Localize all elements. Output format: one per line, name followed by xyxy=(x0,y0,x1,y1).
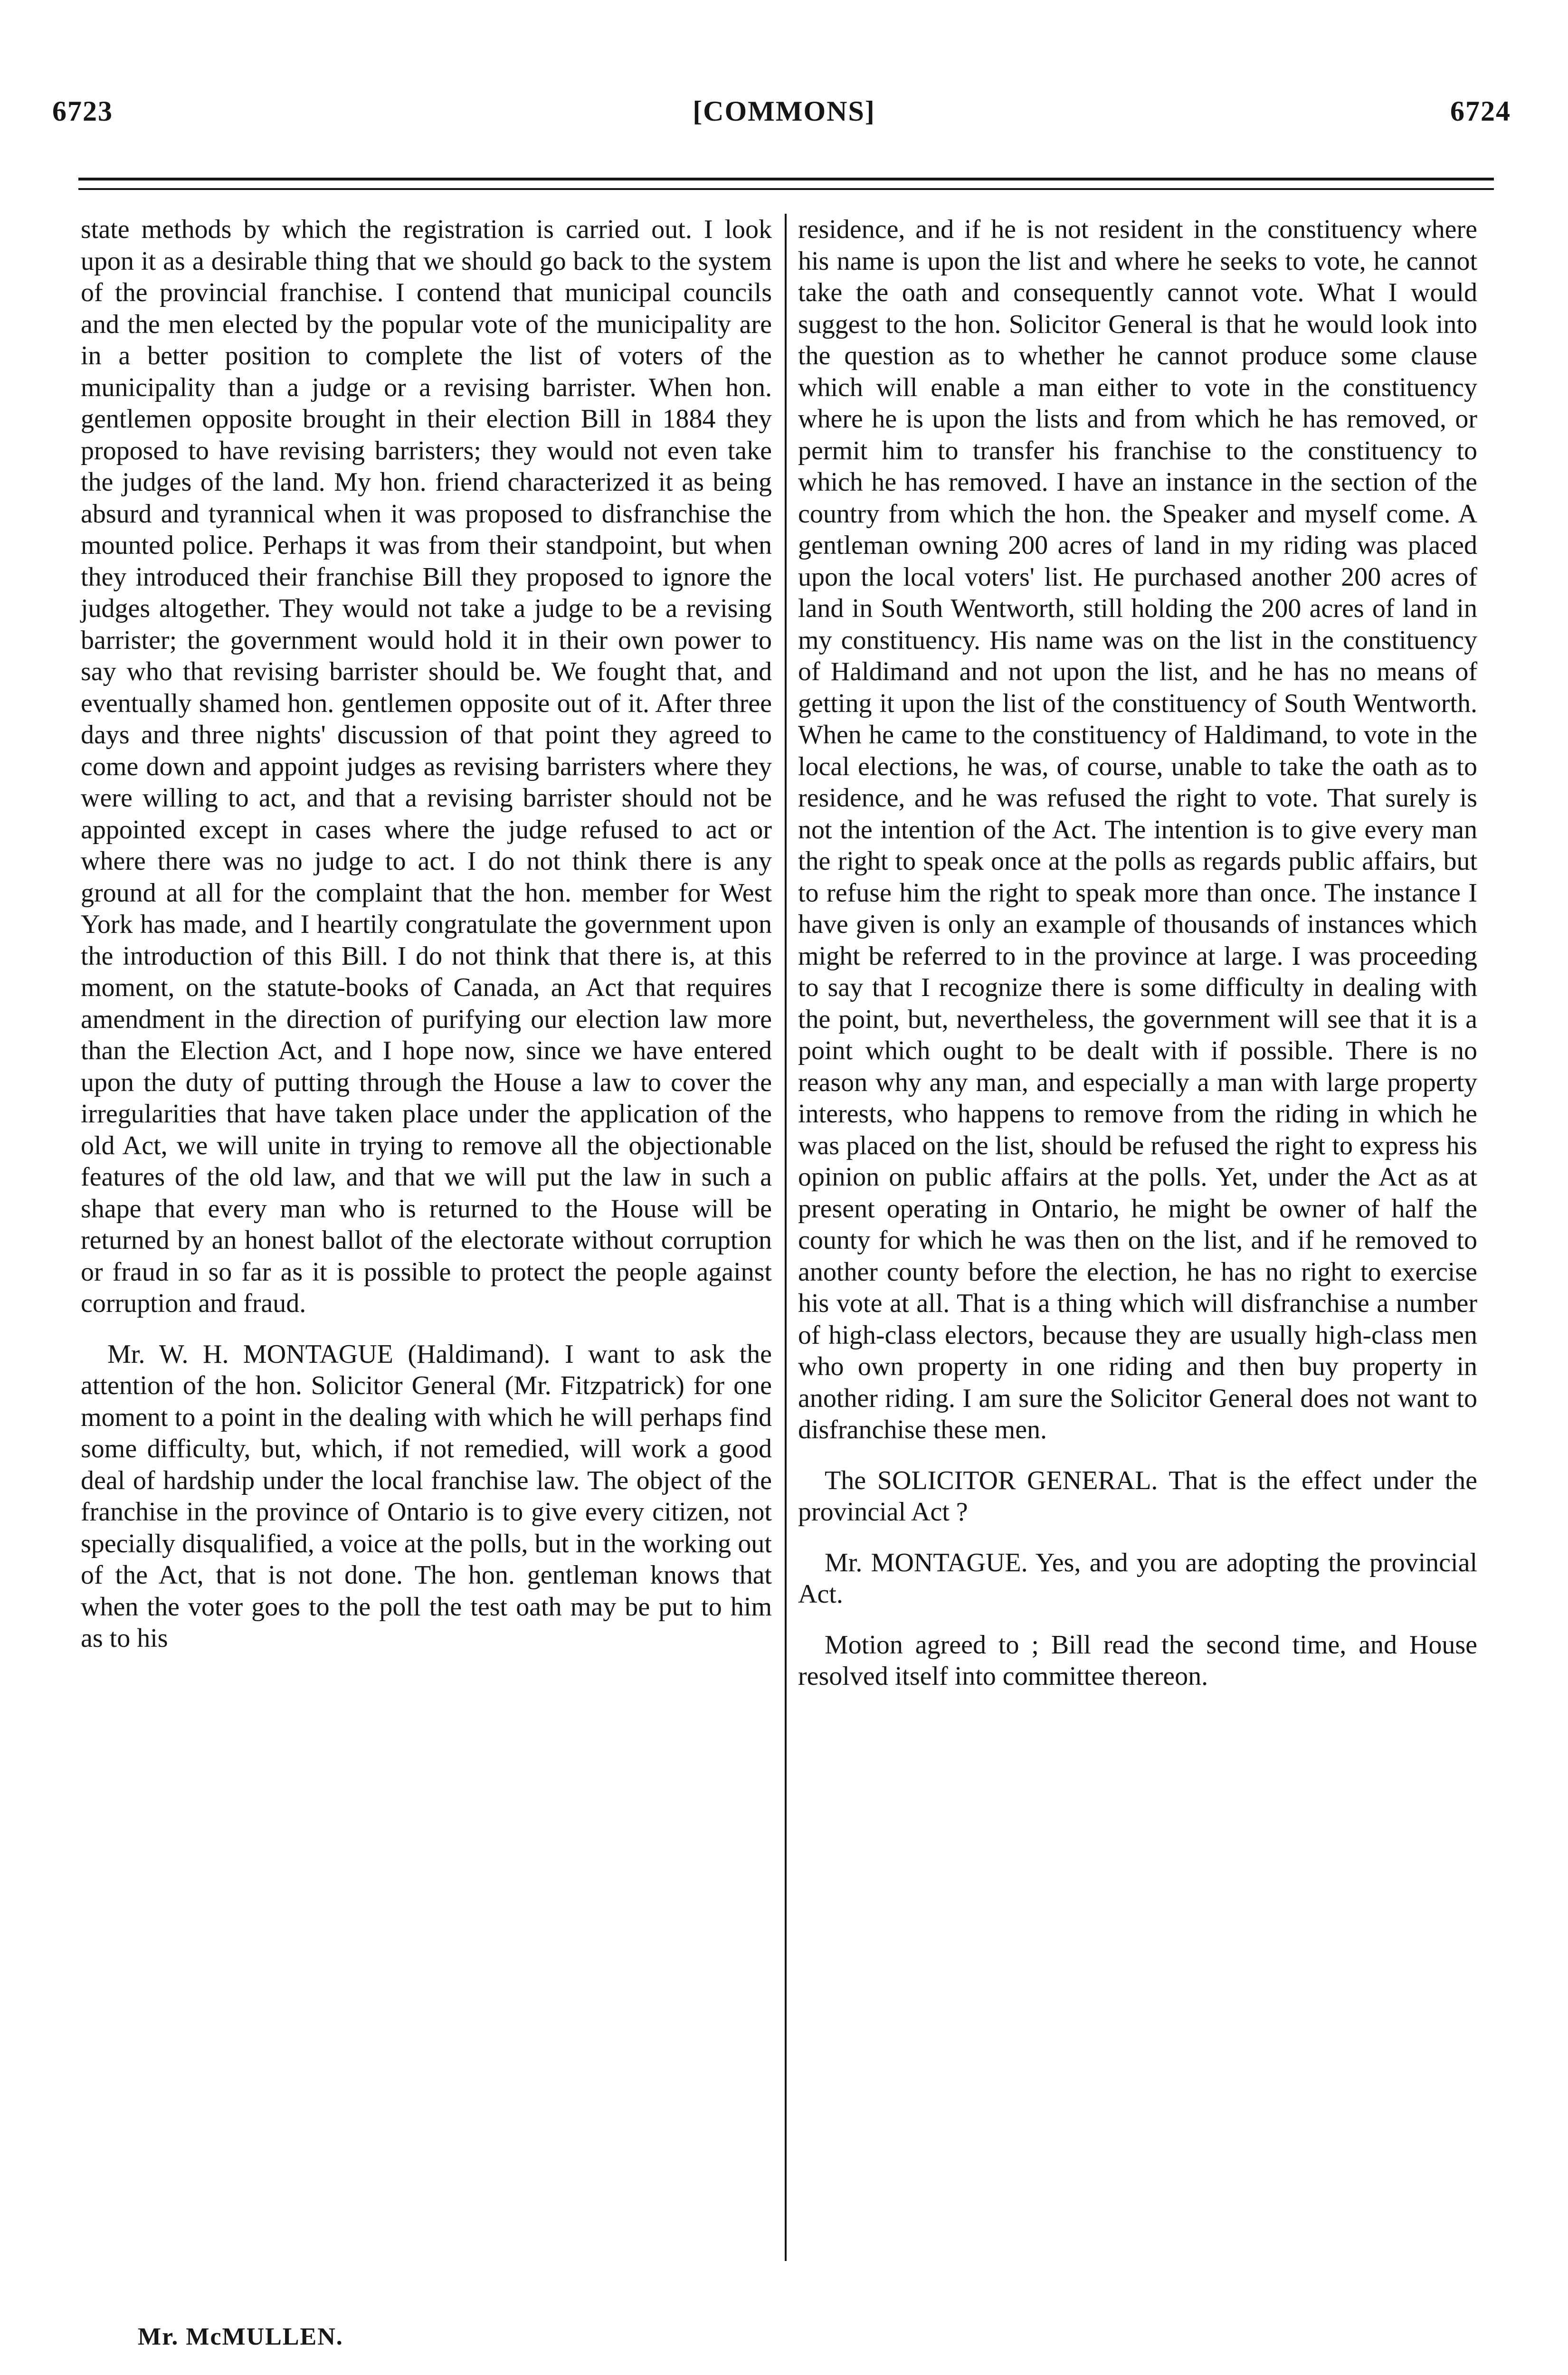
right-paragraph-3: Mr. MONTAGUE. Yes, and you are adopting the provincial Act. xyxy=(798,1548,1477,1609)
left-paragraph-1: state methods by which the registration is carried out. I look upon it as a desirable thing that we should go back to the system of the provincial franchise. I contend that municipal councils and the men elected by the popular vote of the municipality are in a better position to complete the list of voters of the municipality than a judge or a revising barrister. When hon. gentlemen opposite brought in their election Bill in 1884 they proposed to have revising barristers; they would not even take the judges of the land. My hon. friend characterized it as being absurd and tyrannical when it was proposed to disfranchise the mounted police. Perhaps it was from their standpoint, but when they introduced their franchise Bill they proposed to ignore the judges altogether. They would not take a judge to be a revising barrister; the government would hold it in their own power to say who that revising barrister should be. We fought that, and eventually shamed hon. gentlemen opposite out of it. After three days and three nights' discussion of that point they agreed to come down and appoint judges as revising barristers where they were willing to act, and that a revising barrister should not be appointed except in cases where the judge refused to act or where there was no judge to act. I do not think there is any ground at all for the complaint that the hon. member for West York has made, and I heartily congratulate the government upon the introduction of this Bill. I do not think that there is, at this moment, on the statute-books of Canada, an Act that requires amendment in the direction of purifying our election law more than the Election Act, and I hope now, since we have entered upon the duty of putting through the House a law to cover the irregularities that have taken place under the application of the old Act, we will unite in trying to remove all the objectionable features of the old law, and that we will put the law in such a shape that every man who is returned to the House will be returned by an honest ballot of the electorate without corruption or fraud in so far as it is possible to protect the people against corruption and fraud. xyxy=(81,215,772,1318)
page-title: [COMMONS] xyxy=(693,95,875,127)
left-paragraph-2: Mr. W. H. MONTAGUE (Haldimand). I want to ask the attention of the hon. Solicitor General (Mr. Fitzpatrick) for one moment to a point in the dealing with which he will perhaps find some difficulty, but, which, if not remedied, will work a good deal of hardship under the local franchise law. The object of the franchise in the province of Ontario is to give every citizen, not specially disqualified, a voice at the polls, but in the working out of the Act, that is not done. The hon. gentleman knows that when the voter goes to the poll the test oath may be put to him as to his xyxy=(81,1339,772,1653)
right-paragraph-1: residence, and if he is not resident in the constituency where his name is upon the list and where he seeks to vote, he cannot take the oath and consequently cannot vote. What I would suggest to the hon. Solicitor General is that he would look into the question as to whether he cannot produce some clause which will enable a man either to vote in the constituency where he is upon the lists and from which he has removed, or permit him to transfer his franchise to the constituency to which he has removed. I have an instance in the section of the country from which the hon. the Speaker and myself come. A gentleman owning 200 acres of land in my riding was placed upon the local voters' list. He purchased another 200 acres of land in South Wentworth, still holding the 200 acres of land in my constituency. His name was on the list in the constituency of Haldimand and not upon the list, and he has no means of getting it upon the list of the constituency of South Wentworth. When he came to the constituency of Haldimand, to vote in the local elections, he was, of course, unable to take the oath as to residence, and he was refused the right to vote. That surely is not the intention of the Act. The intention is to give every man the right to speak once at the polls as regards public affairs, but to refuse him the right to speak more than once. The instance I have given is only an example of thousands of instances which might be referred to in the province at large. I was proceeding to say that I recognize there is some difficulty in dealing with the point, but, nevertheless, the government will see that it is a point which ought to be dealt with if possible. There is no reason why any man, and especially a man with large property interests, who happens to remove from the riding in which he was placed on the list, should be refused the right to express his opinion on public affairs at the polls. Yet, under the Act as at present operating in Ontario, he might be owner of half the county for which he was then on the list, and if he removed to another county before the election, he has no right to exercise his vote at all. That is a thing which will disfranchise a number of high-class electors, because they are usually high-class men who own property in one riding and then buy property in another riding. I am sure the Solicitor General does not want to disfranchise these men. xyxy=(798,215,1477,1444)
footer-speaker: Mr. McMULLEN. xyxy=(138,2323,343,2350)
right-paragraph-2: The SOLICITOR GENERAL. That is the effect under the provincial Act ? xyxy=(798,1465,1477,1527)
right-paragraph-4: Motion agreed to ; Bill read the second time, and House resolved itself into committee thereon. xyxy=(798,1630,1477,1691)
column-divider xyxy=(785,214,787,2261)
header-rule-top xyxy=(78,178,1494,180)
page-number-right: 6724 xyxy=(1450,95,1511,127)
header-rule-bottom xyxy=(78,188,1494,190)
right-column xyxy=(798,214,1477,1692)
page-number-left: 6723 xyxy=(52,95,113,127)
page-header xyxy=(0,95,1568,152)
left-column xyxy=(81,214,772,1654)
